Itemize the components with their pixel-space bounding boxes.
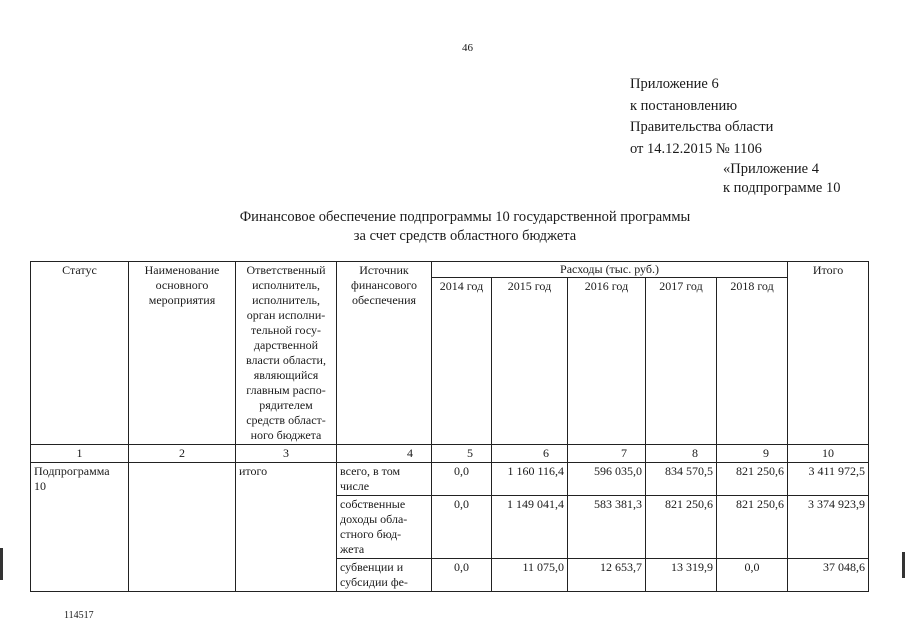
header-year-2015: 2015 год bbox=[492, 278, 568, 445]
source-cell: собственные доходы обла- стного бюд- жета bbox=[337, 496, 432, 559]
value-cell: 821 250,6 bbox=[717, 496, 788, 559]
column-number: 1 bbox=[31, 445, 129, 463]
header-year-2017: 2017 год bbox=[646, 278, 717, 445]
header-year-2018: 2018 год bbox=[717, 278, 788, 445]
value-cell: 0,0 bbox=[717, 559, 788, 592]
executor-cell: итого bbox=[236, 463, 337, 592]
value-cell: 37 048,6 bbox=[788, 559, 869, 592]
value-cell: 1 149 041,4 bbox=[492, 496, 568, 559]
column-number: 6 bbox=[492, 445, 568, 463]
approval-line: Приложение 6 bbox=[630, 76, 719, 92]
value-cell: 0,0 bbox=[432, 463, 492, 496]
value-cell: 821 250,6 bbox=[646, 496, 717, 559]
header-row bbox=[31, 262, 869, 278]
value-cell: 3 411 972,5 bbox=[788, 463, 869, 496]
column-number: 4 bbox=[337, 445, 432, 463]
column-number: 7 bbox=[568, 445, 646, 463]
approval-line: от 14.12.2015 № 1106 bbox=[630, 140, 762, 157]
value-cell: 0,0 bbox=[432, 496, 492, 559]
table-row bbox=[31, 463, 869, 496]
column-numbers-row bbox=[31, 445, 869, 463]
column-number: 8 bbox=[646, 445, 717, 463]
column-number: 3 bbox=[236, 445, 337, 463]
document-title bbox=[200, 208, 730, 246]
header-year-2016: 2016 год bbox=[568, 278, 646, 445]
scan-edge-mark-left bbox=[0, 548, 3, 580]
value-cell: 12 653,7 bbox=[568, 559, 646, 592]
column-number: 2 bbox=[129, 445, 236, 463]
status-cell: Подпрограмма 10 bbox=[31, 463, 129, 592]
value-cell: 834 570,5 bbox=[646, 463, 717, 496]
column-number: 10 bbox=[788, 445, 869, 463]
header-measure: Наименование основного мероприятия bbox=[129, 262, 236, 445]
value-cell: 3 374 923,9 bbox=[788, 496, 869, 559]
header-expenses: Расходы (тыс. руб.) bbox=[432, 262, 788, 278]
footer-code: 114517 bbox=[64, 610, 94, 621]
value-cell: 583 381,3 bbox=[568, 496, 646, 559]
page-number: 46 bbox=[462, 42, 473, 54]
value-cell: 0,0 bbox=[432, 559, 492, 592]
approval-line: Правительства области bbox=[630, 119, 774, 135]
approval-line: к подпрограмме 10 bbox=[723, 180, 841, 196]
financing-table bbox=[30, 261, 869, 592]
column-number: 5 bbox=[432, 445, 492, 463]
measure-cell bbox=[129, 463, 236, 592]
header-source: Источник финансового обеспечения bbox=[337, 262, 432, 445]
value-cell: 11 075,0 bbox=[492, 559, 568, 592]
column-number: 9 bbox=[717, 445, 788, 463]
value-cell: 596 035,0 bbox=[568, 463, 646, 496]
approval-line: «Приложение 4 bbox=[723, 161, 819, 177]
source-cell: субвенции и субсидии фе- bbox=[337, 559, 432, 592]
approval-line: к постановлению bbox=[630, 97, 738, 114]
source-cell: всего, в том числе bbox=[337, 463, 432, 496]
title-line-1: Финансовое обеспечение подпрограммы 10 государственной программы bbox=[239, 209, 691, 225]
title-line-2: за счет средств областного бюджета bbox=[353, 228, 577, 244]
header-year-2014: 2014 год bbox=[432, 278, 492, 445]
approval-block bbox=[630, 74, 840, 198]
header-total: Итого bbox=[788, 262, 869, 445]
value-cell: 1 160 116,4 bbox=[492, 463, 568, 496]
value-cell: 821 250,6 bbox=[717, 463, 788, 496]
value-cell: 13 319,9 bbox=[646, 559, 717, 592]
header-status: Статус bbox=[31, 262, 129, 445]
header-executor: Ответственный исполнитель, исполнитель, орган исполни- тельной госу- дарственной власти области, являющийся главным распо- рядителем средств област- ного бюджета bbox=[236, 262, 337, 445]
